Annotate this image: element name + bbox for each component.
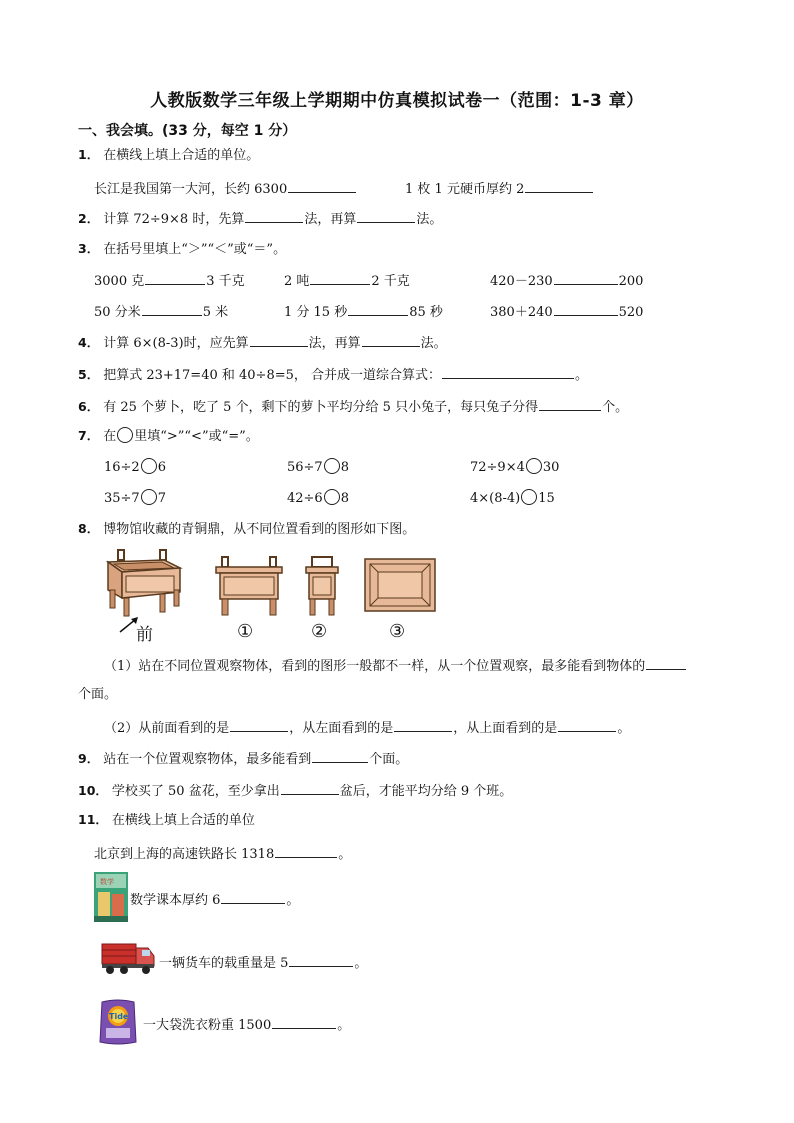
question-11-a: 北京到上海的高速铁路长 1318 。: [94, 843, 351, 864]
question-3: 3． 在括号里填上“＞”“＜”或“＝”。: [78, 241, 287, 257]
page-title: 人教版数学三年级上学期期中仿真模拟试卷一（范围：1-3 章）: [150, 91, 644, 111]
answer-blank[interactable]: [281, 780, 339, 795]
book-cover-text: 数学: [100, 878, 114, 886]
answer-circle[interactable]: [324, 458, 340, 474]
q7-item: 16÷2 6: [104, 460, 166, 475]
question-7: 7． 在 里填“>”“<”或“=”。: [78, 428, 259, 444]
answer-blank[interactable]: [539, 396, 601, 411]
question-4: 4． 计算 6×(8-3)时，应先算 法，再算 法。: [78, 332, 447, 353]
question-8-2: （2）从前面看到的是 ，从左面看到的是 ，从上面看到的是 。: [104, 717, 630, 738]
question-11: 11． 在横线上填上合适的单位: [78, 812, 255, 828]
answer-blank[interactable]: [348, 301, 408, 316]
answer-blank[interactable]: [245, 208, 303, 223]
question-1: 1． 在横线上填上合适的单位。: [78, 147, 260, 163]
answer-blank[interactable]: [142, 301, 202, 316]
question-8: 8． 博物馆收藏的青铜鼎，从不同位置看到的图形如下图。: [78, 521, 416, 537]
figure-label-2: ②: [311, 621, 328, 642]
question-10: 10． 学校买了 50 盆花，至少拿出 盆后，才能平均分给 9 个班。: [78, 780, 512, 801]
q7-item: 56÷7 8: [287, 460, 349, 475]
q3-item: 3000 克 3 千克: [94, 270, 245, 291]
q3-item: 380＋240 520: [490, 301, 643, 322]
answer-blank[interactable]: [394, 717, 452, 732]
q3-item: 50 分米 5 米: [94, 301, 228, 322]
question-11-b: 数学课本厚约 6 。: [130, 889, 299, 910]
answer-circle[interactable]: [324, 489, 340, 505]
question-1-b: 1 枚 1 元硬币厚约 2: [405, 178, 594, 199]
answer-blank[interactable]: [525, 178, 593, 193]
q7-item: 42÷6 8: [287, 491, 349, 506]
question-1-a: 长江是我国第一大河，长约 6300: [94, 178, 357, 199]
answer-blank[interactable]: [310, 270, 370, 285]
answer-blank[interactable]: [558, 717, 616, 732]
q7-item: 4×(8-4) 15: [470, 491, 555, 506]
question-11-c: 一辆货车的载重量是 5 。: [159, 952, 367, 973]
question-5: 5． 把算式 23+17=40 和 40÷8=5， 合并成一道综合算式： 。: [78, 364, 588, 385]
answer-blank[interactable]: [554, 301, 618, 316]
answer-blank[interactable]: [362, 332, 420, 347]
math-book-image: [94, 872, 128, 922]
answer-blank[interactable]: [221, 889, 285, 904]
answer-blank[interactable]: [442, 364, 574, 379]
answer-circle[interactable]: [521, 489, 537, 505]
q3-item: 420－230 200: [490, 270, 643, 291]
answer-circle[interactable]: [526, 458, 542, 474]
answer-blank[interactable]: [646, 655, 686, 670]
answer-blank[interactable]: [288, 178, 356, 193]
q7-item: 72÷9×4 30: [470, 460, 560, 475]
q3-item: 2 吨 2 千克: [284, 270, 410, 291]
answer-circle[interactable]: [141, 458, 157, 474]
answer-blank[interactable]: [357, 208, 415, 223]
section-heading: 一、我会填。(33 分，每空 1 分）: [78, 123, 297, 139]
detergent-brand-text: Tide: [109, 1012, 129, 1021]
answer-blank[interactable]: [272, 1014, 336, 1029]
circle-icon: [117, 427, 133, 443]
front-view-image: [214, 556, 284, 616]
question-9: 9． 站在一个位置观察物体，最多能看到 个面。: [78, 748, 408, 769]
truck-image: [100, 938, 156, 976]
answer-blank[interactable]: [312, 748, 368, 763]
detergent-bag-image: [98, 998, 138, 1046]
q3-item: 1 分 15 秒 85 秒: [284, 301, 443, 322]
side-view-image: [304, 556, 340, 616]
question-8-1-cont: 个面。: [78, 687, 118, 702]
answer-blank[interactable]: [145, 270, 205, 285]
question-11-d: 一大袋洗衣粉重 1500 。: [143, 1014, 350, 1035]
q7-item: 35÷7 7: [104, 491, 166, 506]
front-label: 前: [136, 625, 153, 645]
question-8-1: （1）站在不同位置观察物体，看到的图形一般都不一样，从一个位置观察，最多能看到物体的: [104, 655, 687, 676]
bronze-ding-3d-image: [104, 548, 184, 622]
answer-circle[interactable]: [141, 489, 157, 505]
answer-blank[interactable]: [230, 717, 288, 732]
answer-blank[interactable]: [554, 270, 618, 285]
question-2: 2． 计算 72÷9×8 时，先算 法，再算 法。: [78, 208, 442, 229]
question-6: 6． 有 25 个萝卜，吃了 5 个，剩下的萝卜平均分给 5 只小兔子，每只兔子分得 个。: [78, 396, 628, 417]
answer-blank[interactable]: [250, 332, 308, 347]
figure-label-1: ①: [237, 621, 254, 642]
figure-label-3: ③: [389, 621, 406, 642]
answer-blank[interactable]: [289, 952, 353, 967]
top-view-image: [364, 558, 436, 612]
answer-blank[interactable]: [275, 843, 337, 858]
